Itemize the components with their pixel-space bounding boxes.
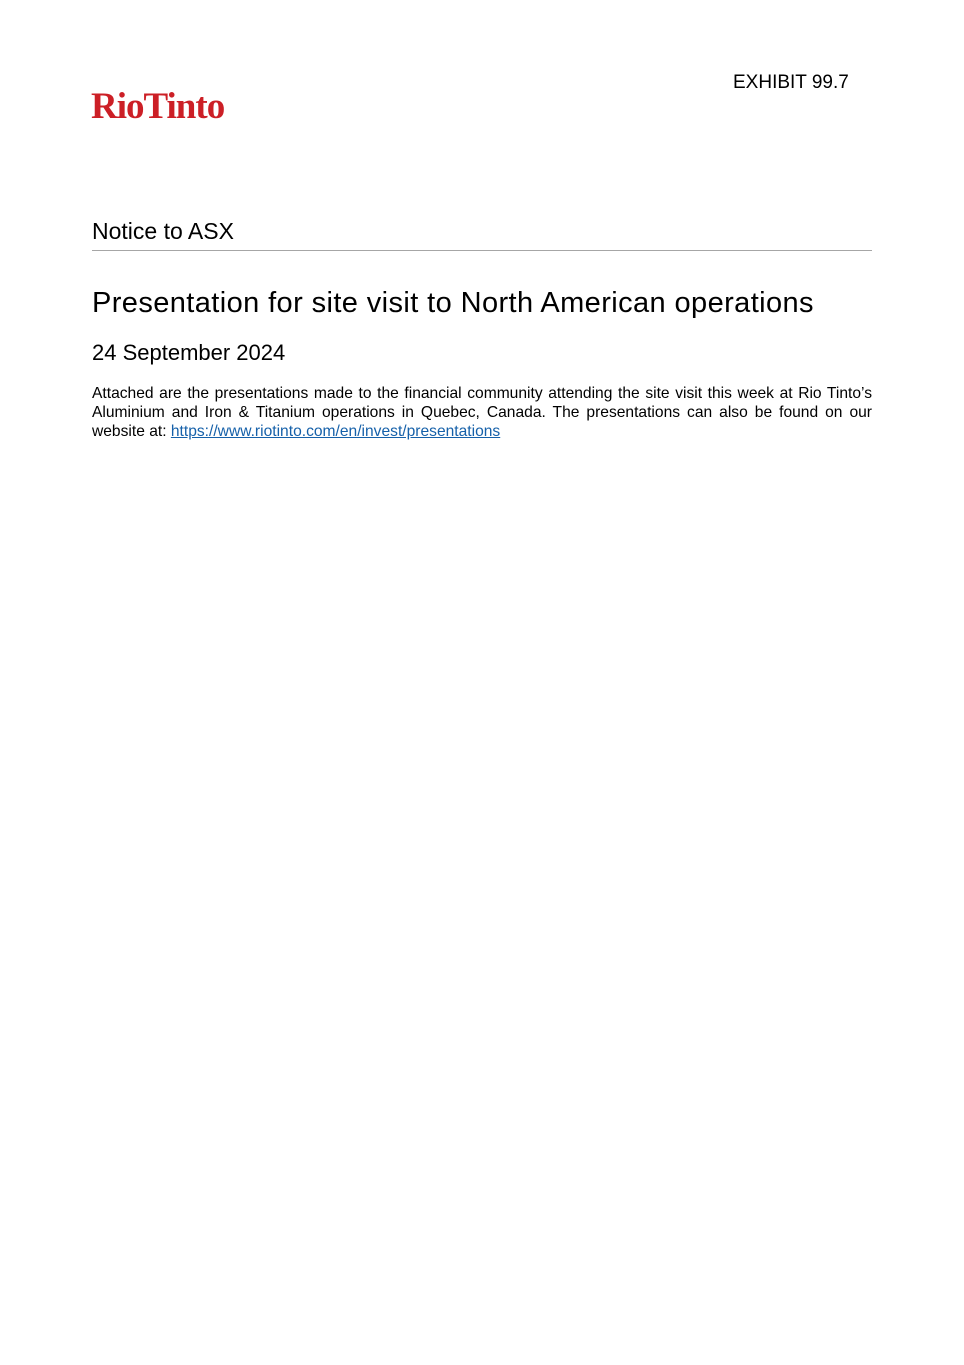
body-paragraph [92, 384, 872, 441]
page-title: Presentation for site visit to North American operations [92, 287, 814, 319]
presentations-link[interactable]: https://www.riotinto.com/en/invest/presentations [170, 423, 501, 440]
exhibit-label: EXHIBIT 99.7 [733, 72, 849, 93]
body-paragraph-text: Attached are the presentations made to the financial community attending the site visit this week at Rio Tinto’s Aluminium and Iron & Titanium operations in Quebec, Canada. The presentations can also be found on our website at: [92, 385, 872, 440]
section-label: Notice to ASX [92, 218, 234, 244]
header-divider [92, 250, 872, 251]
document-date: 24 September 2024 [92, 340, 286, 365]
rio-tinto-logo: RioTinto [91, 86, 225, 127]
